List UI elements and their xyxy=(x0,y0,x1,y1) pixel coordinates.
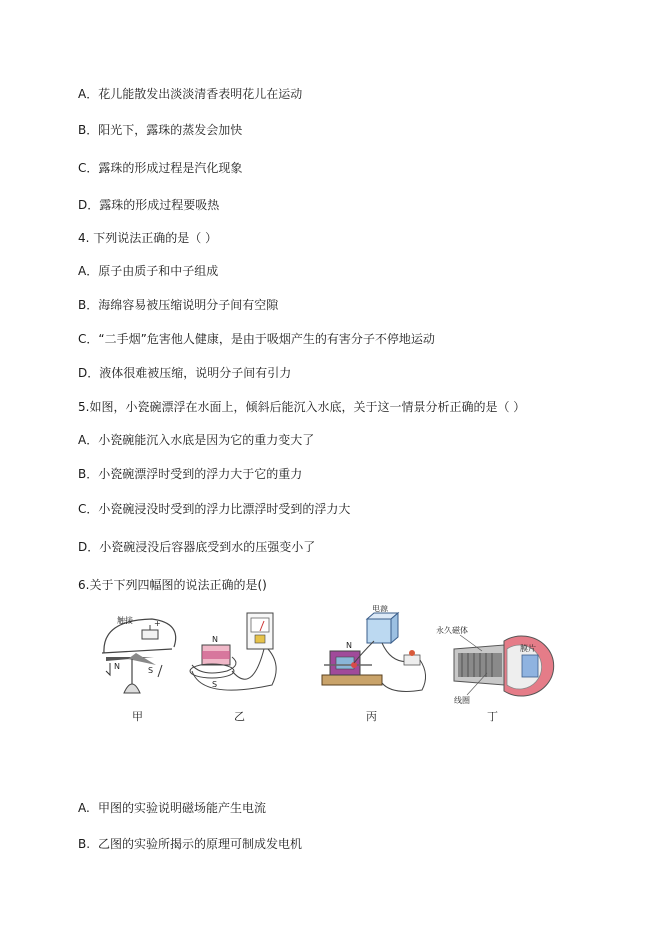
figure-label-jia: 甲 xyxy=(132,710,143,723)
option-b-prev xyxy=(78,122,242,138)
option-label: B． xyxy=(78,298,99,312)
option-text: 小瓷碗浸没时受到的浮力比漂浮时受到的浮力大 xyxy=(98,502,351,516)
q5-option-c xyxy=(78,501,350,517)
option-text: 阳光下，露珠的蒸发会加快 xyxy=(98,123,243,137)
q6-stem: 6.关于下列四幅图的说法正确的是() xyxy=(78,578,267,592)
jia-contact-label: 触接 xyxy=(117,616,133,625)
q5-stem: 5.如图，小瓷碗漂浮在水面上，倾斜后能沉入水底，关于这一情景分析正确的是（ ） xyxy=(78,400,526,414)
figure-yi xyxy=(190,613,276,690)
option-text: 甲图的实验说明磁场能产生电流 xyxy=(98,801,267,815)
option-label: D． xyxy=(78,366,100,380)
option-label: B. xyxy=(78,837,91,851)
q4-option-d xyxy=(78,365,291,381)
option-text: 露珠的形成过程是汽化现象 xyxy=(98,161,243,175)
option-text: 原子由质子和中子组成 xyxy=(98,264,219,278)
yi-s-label: S xyxy=(212,680,218,689)
figure-label-ding: 丁 xyxy=(487,710,498,723)
q6-option-b xyxy=(78,836,302,852)
q5-option-a xyxy=(78,432,314,448)
option-text: 露珠的形成过程要吸热 xyxy=(99,198,220,212)
yi-n-label: N xyxy=(212,635,218,644)
figure-ding xyxy=(454,635,554,696)
ding-magnet-label: 永久磁体 xyxy=(436,626,468,635)
q5-option-b xyxy=(78,466,302,482)
q4-option-c xyxy=(78,331,435,347)
bing-power-label: 电源 xyxy=(372,605,388,613)
option-label: A． xyxy=(78,433,99,447)
figure-jia xyxy=(102,619,176,693)
figure-label-bing: 丙 xyxy=(366,710,377,723)
option-d-prev xyxy=(78,197,219,213)
option-a-prev xyxy=(78,86,302,102)
q6-figures xyxy=(92,605,562,725)
bing-n-label: N xyxy=(346,641,352,650)
option-label: A. xyxy=(78,801,90,815)
option-label: D． xyxy=(78,540,100,554)
option-text: “二手烟”危害他人健康，是由于吸烟产生的有害分子不停地运动 xyxy=(98,332,435,346)
option-text: 乙图的实验所揭示的原理可制成发电机 xyxy=(98,837,303,851)
option-text: 小瓷碗能沉入水底是因为它的重力变大了 xyxy=(98,433,315,447)
option-label: C． xyxy=(78,502,99,516)
option-c-prev xyxy=(78,160,242,176)
option-label: D． xyxy=(78,198,100,212)
ding-coil-label: 线圈 xyxy=(454,696,470,705)
option-text: 液体很难被压缩，说明分子间有引力 xyxy=(99,366,292,380)
q6-figures-drawing xyxy=(92,605,562,725)
option-text: 小瓷碗漂浮时受到的浮力大于它的重力 xyxy=(98,467,303,481)
option-label: A． xyxy=(78,87,99,101)
option-label: B． xyxy=(78,123,99,137)
jia-s-label: S xyxy=(148,666,154,675)
option-text: 小瓷碗浸没后容器底受到水的压强变小了 xyxy=(99,540,316,554)
option-label: B． xyxy=(78,467,99,481)
option-text: 海绵容易被压缩说明分子间有空隙 xyxy=(98,298,279,312)
figure-label-yi: 乙 xyxy=(234,710,245,723)
jia-n-label: N xyxy=(114,662,120,671)
figure-bing xyxy=(322,613,426,691)
option-text: 花儿能散发出淡淡清香表明花儿在运动 xyxy=(98,87,303,101)
q6-option-a xyxy=(78,800,266,816)
option-label: C． xyxy=(78,332,99,346)
option-label: C． xyxy=(78,161,99,175)
q4-option-b xyxy=(78,297,278,313)
option-label: A． xyxy=(78,264,99,278)
ding-diaphragm-label: 膜片 xyxy=(520,644,536,653)
q5-option-d xyxy=(78,539,315,555)
q4-stem: 4. 下列说法正确的是（ ） xyxy=(78,231,218,245)
jia-plus: + xyxy=(154,619,161,628)
q4-option-a xyxy=(78,263,218,279)
